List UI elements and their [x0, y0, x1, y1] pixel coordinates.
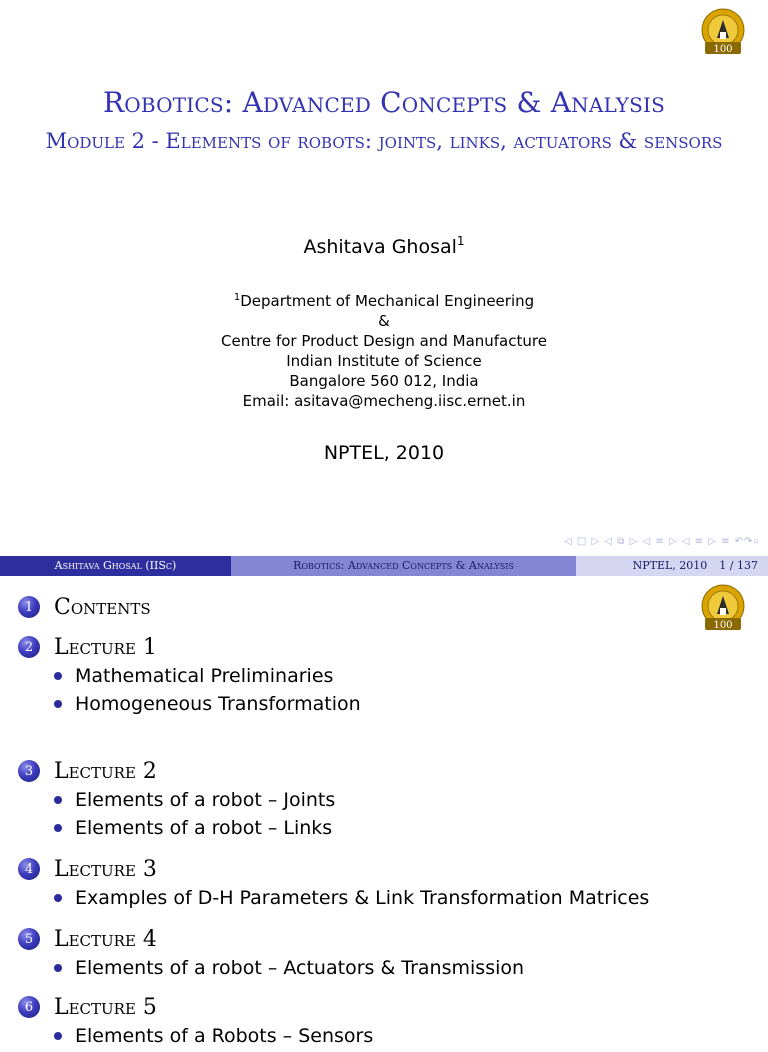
toc-section[interactable]	[18, 854, 649, 924]
section-number-ball: 6	[18, 996, 40, 1018]
toc-section[interactable]	[18, 992, 649, 1052]
toc-section[interactable]	[18, 924, 649, 992]
subsection-label: Elements of a robot – Links	[75, 817, 333, 839]
subsection-label: Mathematical Preliminaries	[75, 665, 334, 687]
affiliation-amp: &	[378, 312, 390, 330]
toc-subsection-item[interactable]	[54, 690, 649, 718]
footer-date: NPTEL, 2010	[632, 559, 708, 572]
outline-slide	[0, 576, 768, 1047]
bullet-icon	[54, 1032, 62, 1040]
section-number-ball: 2	[18, 636, 40, 658]
author-text: Ashitava Ghosal	[303, 236, 457, 258]
section-title[interactable]: Lecture 5	[54, 994, 157, 1020]
subsection-label: Examples of D-H Parameters & Link Transformation Matrices	[75, 887, 650, 909]
iisc-logo-icon	[700, 8, 746, 62]
slide-footer	[0, 556, 768, 576]
presentation-title: Robotics: Advanced Concepts & Analysis	[102, 86, 665, 119]
bullet-icon	[54, 700, 62, 708]
toc-subsection-item[interactable]	[54, 954, 649, 982]
beamer-navigation-icons[interactable]: ◁ □ ▷ ◁ ⧉ ▷ ◁ ≡ ▷ ◁ ≡ ▷ ≡ ↶↷⌕	[564, 536, 760, 547]
subsection-label: Elements of a robot – Joints	[75, 789, 336, 811]
toc-subsection-item[interactable]	[54, 786, 649, 814]
footer-info	[576, 556, 768, 576]
toc-subsection-item[interactable]	[54, 814, 649, 842]
bullet-icon	[54, 672, 62, 680]
toc-subsection-item[interactable]	[54, 1022, 649, 1050]
logo-100-text: 100	[713, 620, 733, 631]
section-number-ball: 3	[18, 760, 40, 782]
affiliation-centre: Centre for Product Design and Manufacture	[221, 332, 547, 350]
author-superscript: 1	[456, 234, 465, 248]
section-number-ball: 4	[18, 858, 40, 880]
subsection-label: Elements of a robot – Actuators & Transmission	[75, 957, 525, 979]
presentation-date: NPTEL, 2010	[323, 442, 445, 464]
subsection-label: Elements of a Robots – Sensors	[75, 1025, 374, 1047]
affiliation-dept	[0, 288, 768, 311]
affiliation-address: Bangalore 560 012, India	[289, 372, 479, 390]
section-title[interactable]: Contents	[54, 594, 151, 620]
footer-page-number: 1 / 137	[719, 559, 758, 572]
bullet-icon	[54, 824, 62, 832]
bullet-icon	[54, 796, 62, 804]
section-number-ball: 5	[18, 928, 40, 950]
affiliation-block	[0, 288, 768, 411]
section-title[interactable]: Lecture 1	[54, 634, 157, 660]
footer-author: Ashitava Ghosal (IISc)	[0, 556, 231, 576]
affiliation-dept-text: Department of Mechanical Engineering	[240, 292, 535, 310]
logo-100-text: 100	[713, 44, 733, 55]
affiliation-institute: Indian Institute of Science	[286, 352, 482, 370]
section-number-ball: 1	[18, 596, 40, 618]
iisc-logo-icon	[700, 584, 746, 638]
toc-subsection-item[interactable]	[54, 662, 649, 690]
toc-section[interactable]	[18, 592, 649, 632]
bullet-icon	[54, 894, 62, 902]
toc-section[interactable]	[18, 632, 649, 756]
footer-title: Robotics: Advanced Concepts & Analysis	[231, 556, 576, 576]
affiliation-email: Email: asitava@mecheng.iisc.ernet.in	[242, 392, 526, 410]
bullet-icon	[54, 964, 62, 972]
section-title[interactable]: Lecture 2	[54, 758, 157, 784]
toc-subsection-item[interactable]	[54, 884, 649, 912]
presentation-subtitle: Module 2 - Elements of robots: joints, links, actuators & sensors	[45, 129, 723, 153]
affiliation-superscript: 1	[233, 292, 241, 303]
author-name	[0, 234, 768, 258]
subsection-label: Homogeneous Transformation	[75, 693, 361, 715]
table-of-contents	[18, 592, 649, 1052]
section-title[interactable]: Lecture 4	[54, 926, 157, 952]
toc-section[interactable]	[18, 756, 649, 854]
section-title[interactable]: Lecture 3	[54, 856, 157, 882]
